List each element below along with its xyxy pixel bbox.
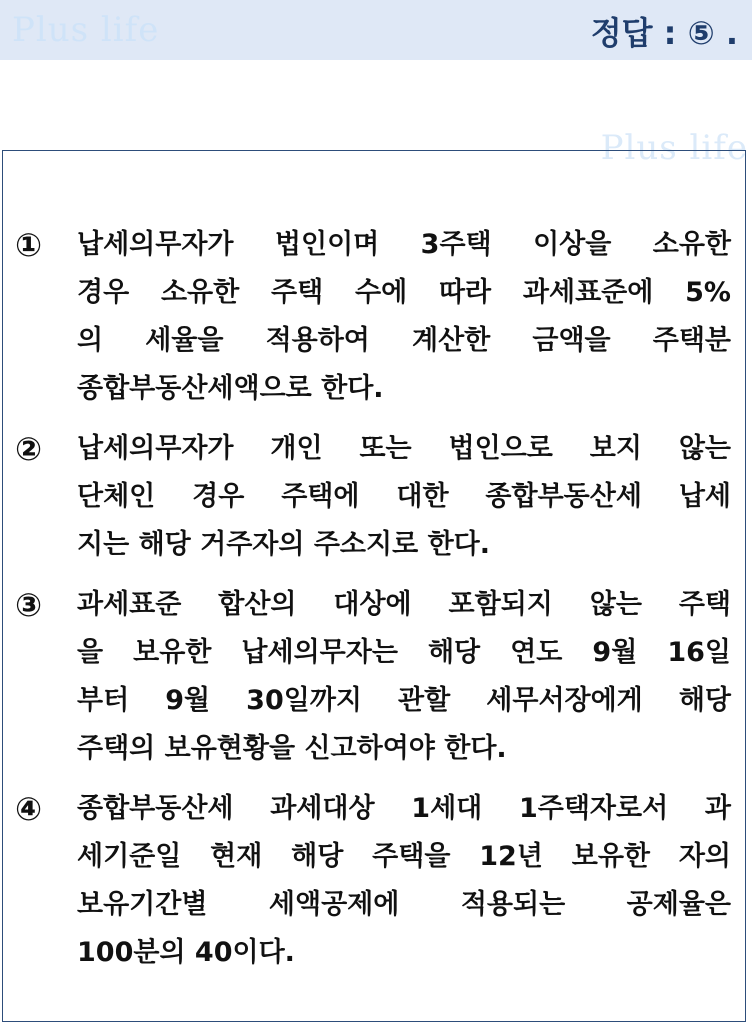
option-line: 보유기간별 세액공제에 적용되는 공제율은 bbox=[77, 889, 731, 920]
option-line: 경우 소유한 주택 수에 따라 과세표준에 5% bbox=[77, 277, 731, 308]
option-number: ① bbox=[15, 226, 43, 264]
option-1 bbox=[3, 221, 745, 413]
option-2 bbox=[3, 425, 745, 569]
answer-label: 정답 : ⑤ . bbox=[590, 14, 738, 52]
option-line: 종합부동산세 과세대상 1세대 1주택자로서 과 bbox=[77, 793, 731, 824]
option-line: 지는 해당 거주자의 주소지로 한다. bbox=[77, 529, 491, 560]
option-4 bbox=[3, 785, 745, 977]
option-line: 종합부동산세액으로 한다. bbox=[77, 373, 384, 404]
option-line: 의 세율을 적용하여 계산한 금액을 주택분 bbox=[77, 325, 731, 356]
option-3 bbox=[3, 581, 745, 773]
option-line: 100분의 40이다. bbox=[77, 937, 295, 968]
option-number: ③ bbox=[15, 586, 43, 624]
watermark-text: Plus life bbox=[12, 10, 160, 50]
option-number: ④ bbox=[15, 790, 43, 828]
option-line: 을 보유한 납세의무자는 해당 연도 9월 16일 bbox=[77, 637, 731, 668]
options-list bbox=[3, 221, 745, 989]
option-line: 납세의무자가 법인이며 3주택 이상을 소유한 bbox=[77, 229, 731, 260]
option-line: 세기준일 현재 해당 주택을 12년 보유한 자의 bbox=[77, 841, 731, 872]
option-line: 납세의무자가 개인 또는 법인으로 보지 않는 bbox=[77, 433, 731, 464]
watermark-text-mid: Plus life bbox=[600, 128, 748, 168]
header-bar bbox=[0, 0, 752, 60]
option-line: 단체인 경우 주택에 대한 종합부동산세 납세 bbox=[77, 481, 731, 512]
option-line: 과세표준 합산의 대상에 포함되지 않는 주택 bbox=[77, 589, 731, 620]
option-line: 주택의 보유현황을 신고하여야 한다. bbox=[77, 733, 507, 764]
option-line: 부터 9월 30일까지 관할 세무서장에게 해당 bbox=[77, 685, 731, 716]
question-options-box bbox=[2, 150, 746, 1022]
option-number: ② bbox=[15, 430, 43, 468]
